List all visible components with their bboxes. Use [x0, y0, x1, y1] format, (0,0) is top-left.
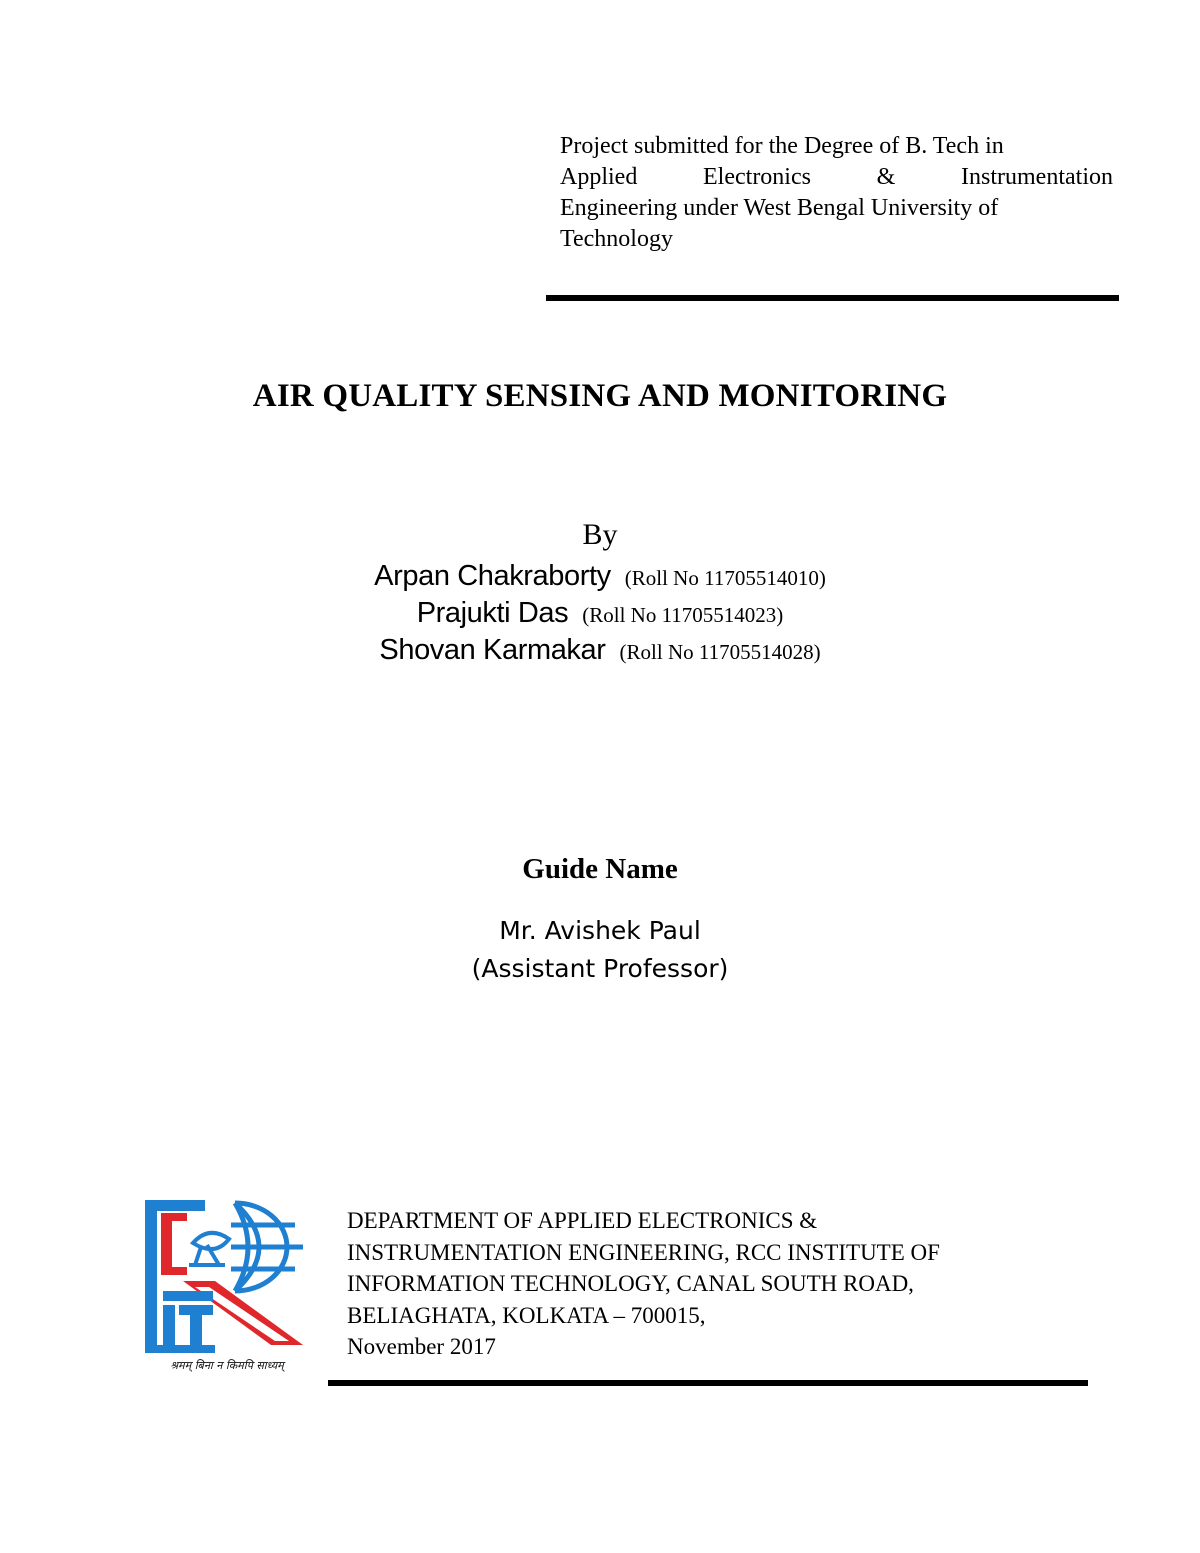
submission-line: Engineering under West Bengal University of	[560, 195, 999, 221]
submission-statement	[560, 131, 1113, 255]
submission-line: Applied Electronics & Instrumentation	[560, 164, 1113, 190]
submission-date: November 2017	[347, 1334, 496, 1359]
bottom-divider	[328, 1380, 1088, 1386]
author-roll: (Roll No 11705514028)	[619, 640, 821, 664]
department-line: BELIAGHATA, KOLKATA – 700015,	[347, 1302, 706, 1328]
department-address	[347, 1205, 1107, 1363]
department-line: INSTRUMENTATION ENGINEERING, RCC INSTITUTE OF	[347, 1239, 940, 1265]
author-name: Arpan Chakraborty	[374, 560, 611, 592]
by-label: By	[582, 518, 618, 551]
author-name: Shovan Karmakar	[379, 634, 606, 666]
author-name: Prajukti Das	[416, 597, 569, 629]
submission-line: Project submitted for the Degree of B. Tech in	[560, 133, 1004, 159]
department-line: DEPARTMENT OF APPLIED ELECTRONICS &	[347, 1208, 818, 1233]
guide-name: Mr. Avishek Paul	[499, 916, 701, 945]
author-roll: (Roll No 11705514023)	[582, 603, 784, 627]
project-title: AIR QUALITY SENSING AND MONITORING	[252, 378, 948, 414]
guide-heading: Guide Name	[522, 853, 678, 885]
top-divider	[546, 295, 1119, 301]
author-entry	[0, 597, 1200, 630]
institute-logo	[143, 1195, 313, 1380]
author-entry	[0, 634, 1200, 667]
department-line: INFORMATION TECHNOLOGY, CANAL SOUTH ROAD,	[347, 1271, 914, 1296]
submission-line: Technology	[560, 226, 673, 252]
author-entry	[0, 560, 1200, 593]
logo-motto: श्रमम् बिना न किमपि साध्यम्	[170, 1359, 284, 1372]
guide-designation: (Assistant Professor)	[471, 954, 729, 983]
author-roll: (Roll No 11705514010)	[624, 566, 826, 590]
